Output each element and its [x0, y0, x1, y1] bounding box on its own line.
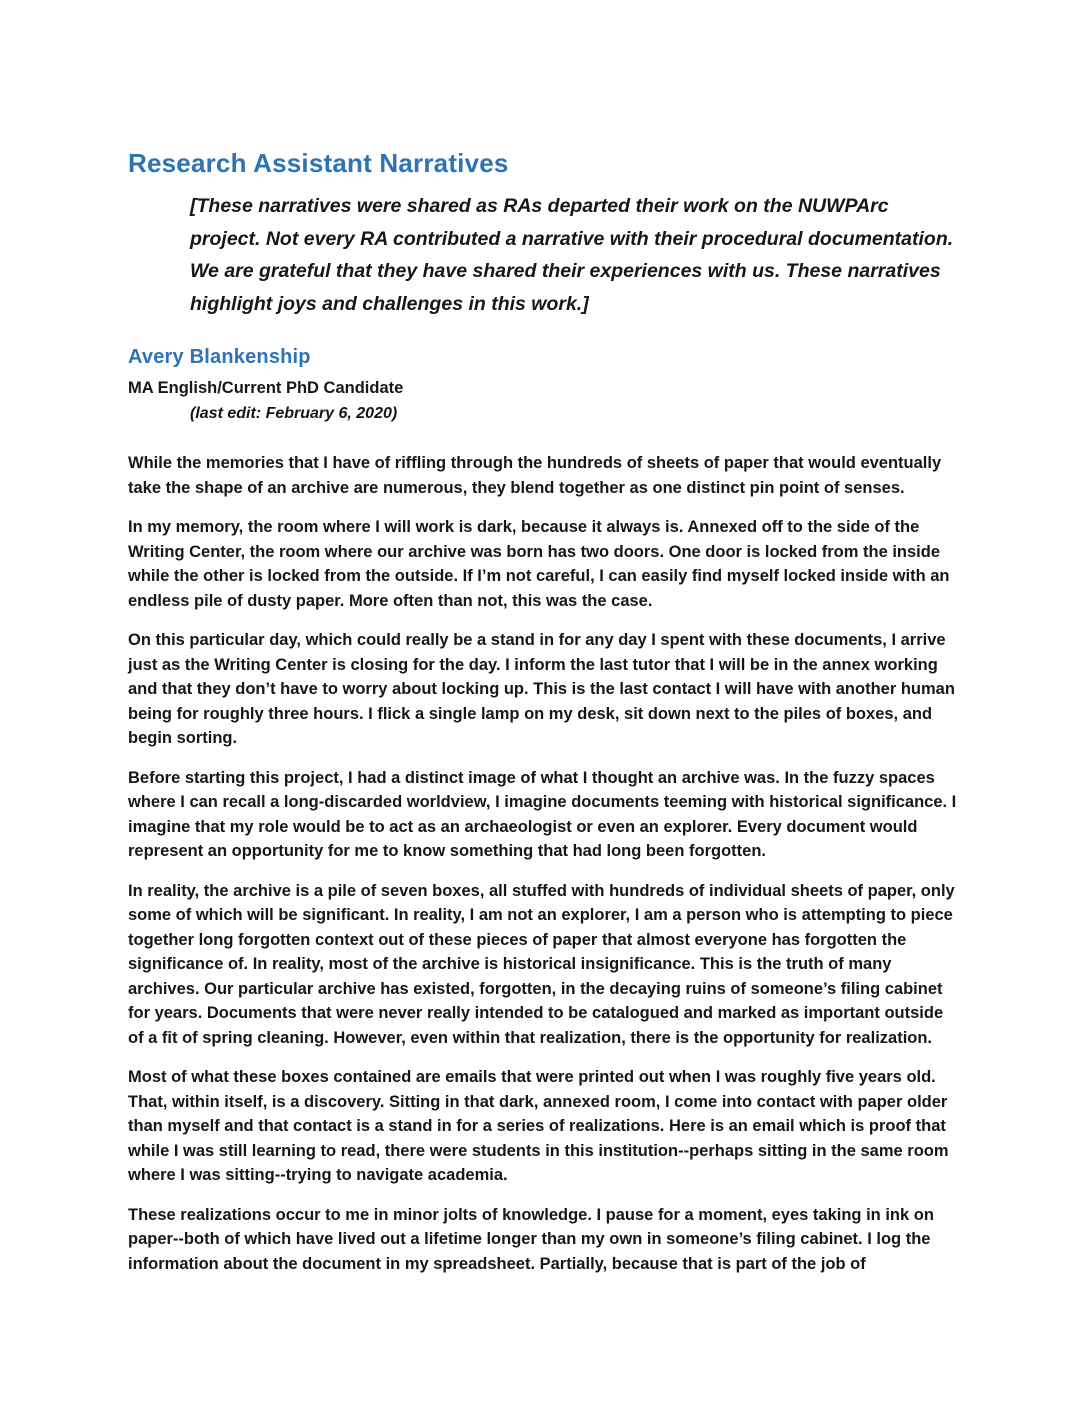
- author-credentials: MA English/Current PhD Candidate: [128, 379, 404, 397]
- narrative-paragraph: While the memories that I have of riffling through the hundreds of sheets of paper that would eventually take the shape of an archive are numerous, they blend together as one distinct pin point of senses.: [128, 454, 942, 497]
- narrative-paragraph: These realizations occur to me in minor jolts of knowledge. I pause for a moment, eyes taking in ink on paper--both of which have lived out a lifetime longer than my own in someone’s filing cabinet. I log the information about the document in my spreadsheet. Partially, because that is part of the job of: [128, 1205, 934, 1273]
- author-heading: Avery Blankenship: [128, 346, 311, 368]
- page-title: Research Assistant Narratives: [128, 148, 509, 178]
- narrative-paragraph: Most of what these boxes contained are emails that were printed out when I was roughly five years old. That, within itself, is a discovery. Sitting in that dark, annexed room, I come into contact with paper older than myself and that contact is a stand in for a series of realizations. Here is an email which is proof that while I was still learning to read, there were students in this institution--perhaps sitting in the same room where I was sitting--trying to navigate academia.: [128, 1068, 949, 1184]
- last-edit-note: (last edit: February 6, 2020): [190, 405, 398, 422]
- narrative-paragraph: Before starting this project, I had a distinct image of what I thought an archive was. In the fuzzy spaces where I can recall a long-discarded worldview, I imagine documents teeming with historical significance. I imagine that my role would be to act as an archaeologist or even an explorer. Every document would represent an opportunity for me to know something that had long been forgotten.: [128, 768, 957, 860]
- narrative-paragraph: In reality, the archive is a pile of seven boxes, all stuffed with hundreds of individual sheets of paper, only some of which will be significant. In reality, I am not an explorer, I am a person who is attempting to piece together long forgotten context out of these pieces of paper that almost everyone has forgotten the significance of. In reality, most of the archive is historical insignificance. This is the truth of many archives. Our particular archive has existed, forgotten, in the decaying ruins of someone’s filing cabinet for years. Documents that were never really intended to be catalogued and marked as important outside of a fit of spring cleaning. However, even within that realization, there is the opportunity for realization.: [128, 881, 955, 1047]
- narrative-paragraph: On this particular day, which could really be a stand in for any day I spent with these documents, I arrive just as the Writing Center is closing for the day. I inform the last tutor that I will be in the annex working and that they don’t have to worry about locking up. This is the last contact I will have with another human being for roughly three hours. I flick a single lamp on my desk, sit down next to the piles of boxes, and begin sorting.: [128, 631, 955, 747]
- narrative-paragraph: In my memory, the room where I will work is dark, because it always is. Annexed off to the side of the Writing Center, the room where our archive was born has two doors. One door is locked from the inside while the other is locked from the outside. If I’m not careful, I can easily find myself locked inside with an endless pile of dusty paper. More often than not, this was the case.: [128, 518, 950, 610]
- intro-note: [These narratives were shared as RAs departed their work on the NUWPArc project. Not every RA contributed a narrative with their procedural documentation. We are grateful that they have shared their experiences with us. These narratives highlight joys and challenges in this work.]: [190, 195, 954, 315]
